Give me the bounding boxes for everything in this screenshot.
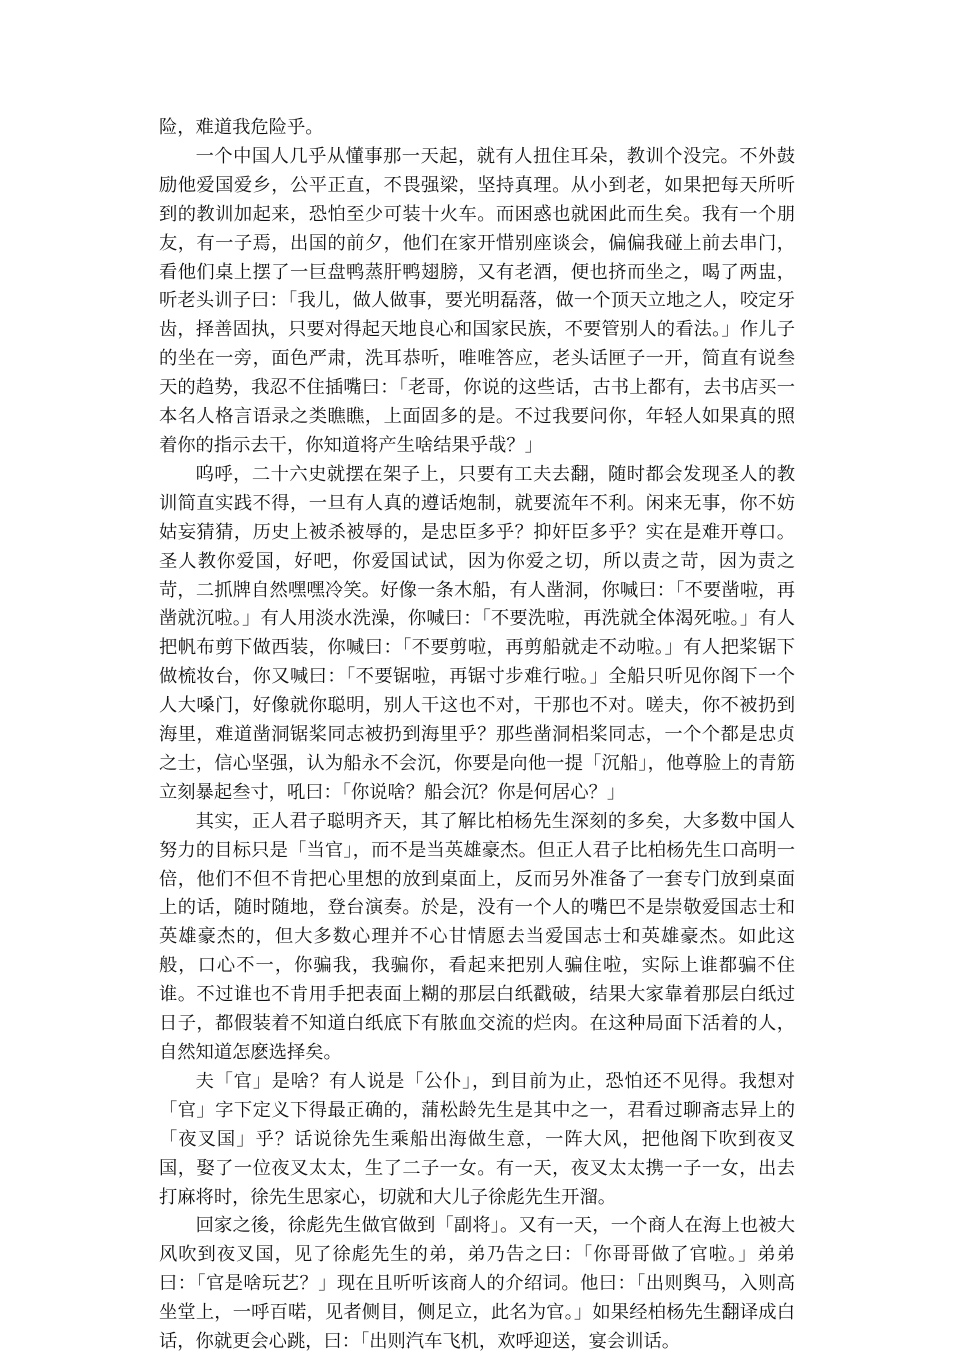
document-page [159,114,795,1357]
paragraph-3: 呜呼，二十六史就摆在架子上，只要有工夫去翻，随时都会发现圣人的教训简直实践不得，一旦有人真的遵话炮制，就要流年不利。闲来无事，你不妨姑妄猜猜，历史上被杀被辱的，是忠臣多乎？抑奸臣多乎？实在是难开尊口。圣人教你爱国，好吧，你爱国试试，因为你爱之切，所以责之苛，因为责之苛，二抓牌自然嘿嘿冷笑。好像一条木船，有人凿洞，你喊曰：「不要凿啦，再凿就沉啦。」有人用淡水洗澡，你喊曰：「不要洗啦，再洗就全体渴死啦。」有人把帆布剪下做西装，你喊曰：「不要剪啦，再剪船就走不动啦。」有人把桨锯下做梳妆台，你又喊曰：「不要锯啦，再锯寸步难行啦。」全船只听见你阁下一个人大嗓门，好像就你聪明，别人干这也不对，干那也不对。嗟夫，你不被扔到海里，难道凿洞锯桨同志被扔到海里乎？那些凿洞梠桨同志，一个个都是忠贞之士，信心坚强，认为船永不会沉，你要是向他一提「沉船」，他尊脸上的青筋立刻暴起叁寸，吼曰：「你说啥？船会沉？你是何居心？」 [159,463,795,803]
paragraph-2: 一个中国人几乎从懂事那一天起，就有人扭住耳朵，教训个没完。不外鼓励他爱国爱乡，公平正直，不畏强梁，坚持真理。从小到老，如果把每天所听到的教训加起来，恐怕至少可装十火车。而困惑也就困此而生矣。我有一个朋友，有一子焉，出国的前夕，他们在家开惜别座谈会，偏偏我碰上前去串门，看他们桌上摆了一巨盘鸭蒸肝鸭翅膀，又有老酒，便也挤而坐之，喝了两盅，听老头训子曰：「我儿，做人做事，要光明磊落，做一个顶天立地之人，咬定牙齿，择善固执，只要对得起天地良心和国家民族，不要管别人的看法。」作儿子的坐在一旁，面色严肃，洗耳恭听，唯唯答应，老头话匣子一开，简直有说叁天的趋势，我忍不住插嘴曰：「老哥，你说的这些话，古书上都有，去书店买一本名人格言语录之类瞧瞧，上面固多的是。不过我要问你，年轻人如果真的照着你的指示去干，你知道将产生啥结果乎哉？」 [159,145,795,456]
paragraph-6: 回家之後，徐彪先生做官做到「副将」。又有一天，一个商人在海上也被大风吹到夜叉国，见了徐彪先生的弟，弟乃告之曰：「你哥哥做了官啦。」弟弟曰：「官是啥玩艺？」现在且听听该商人的介绍词。他曰：「出则舆马，入则高坐堂上，一呼百喏，见者侧目，侧足立，此名为官。」如果经柏杨先生翻译成白话，你就更会心跳，曰：「出则汽车飞机，欢呼迎送，宴会训话。 [159,1215,795,1353]
paragraph-4: 其实，正人君子聪明齐天，其了解比柏杨先生深刻的多矣，大多数中国人努力的目标只是「当官」，而不是当英雄豪杰。但正人君子比柏杨先生口高明一倍，他们不但不肯把心里想的放到桌面上，反而另外准备了一套专门放到桌面上的话，随时随地，登台演奏。於是，没有一个人的嘴巴不是崇敬爱国志士和英雄豪杰的，但大多数心理并不心甘情愿去当爱国志士和英雄豪杰。如此这般，口心不一，你骗我，我骗你，看起来把别人骗住啦，实际上谁都骗不住谁。不过谁也不肯用手把表面上糊的那层白纸戳破，结果大家靠着那层白纸过日子，都假装着不知道白纸底下有脓血交流的烂肉。在这种局面下活着的人，自然知道怎麽选择矣。 [159,810,795,1063]
paragraph-5: 夫「官」是啥？有人说是「公仆」，到目前为止，恐怕还不见得。我想对「官」字下定义下得最正确的，蒲松龄先生是其中之一，君看过聊斋志异上的「夜叉国」乎？话说徐先生乘船出海做生意，一阵大风，把他阁下吹到夜叉国，娶了一位夜叉太太，生了二子一女。有一天，夜叉太太携一子一女，出去打麻将时，徐先生思家心，切就和大儿子徐彪先生开溜。 [159,1070,795,1208]
paragraph-1: 险，难道我危险乎。 [159,117,324,138]
